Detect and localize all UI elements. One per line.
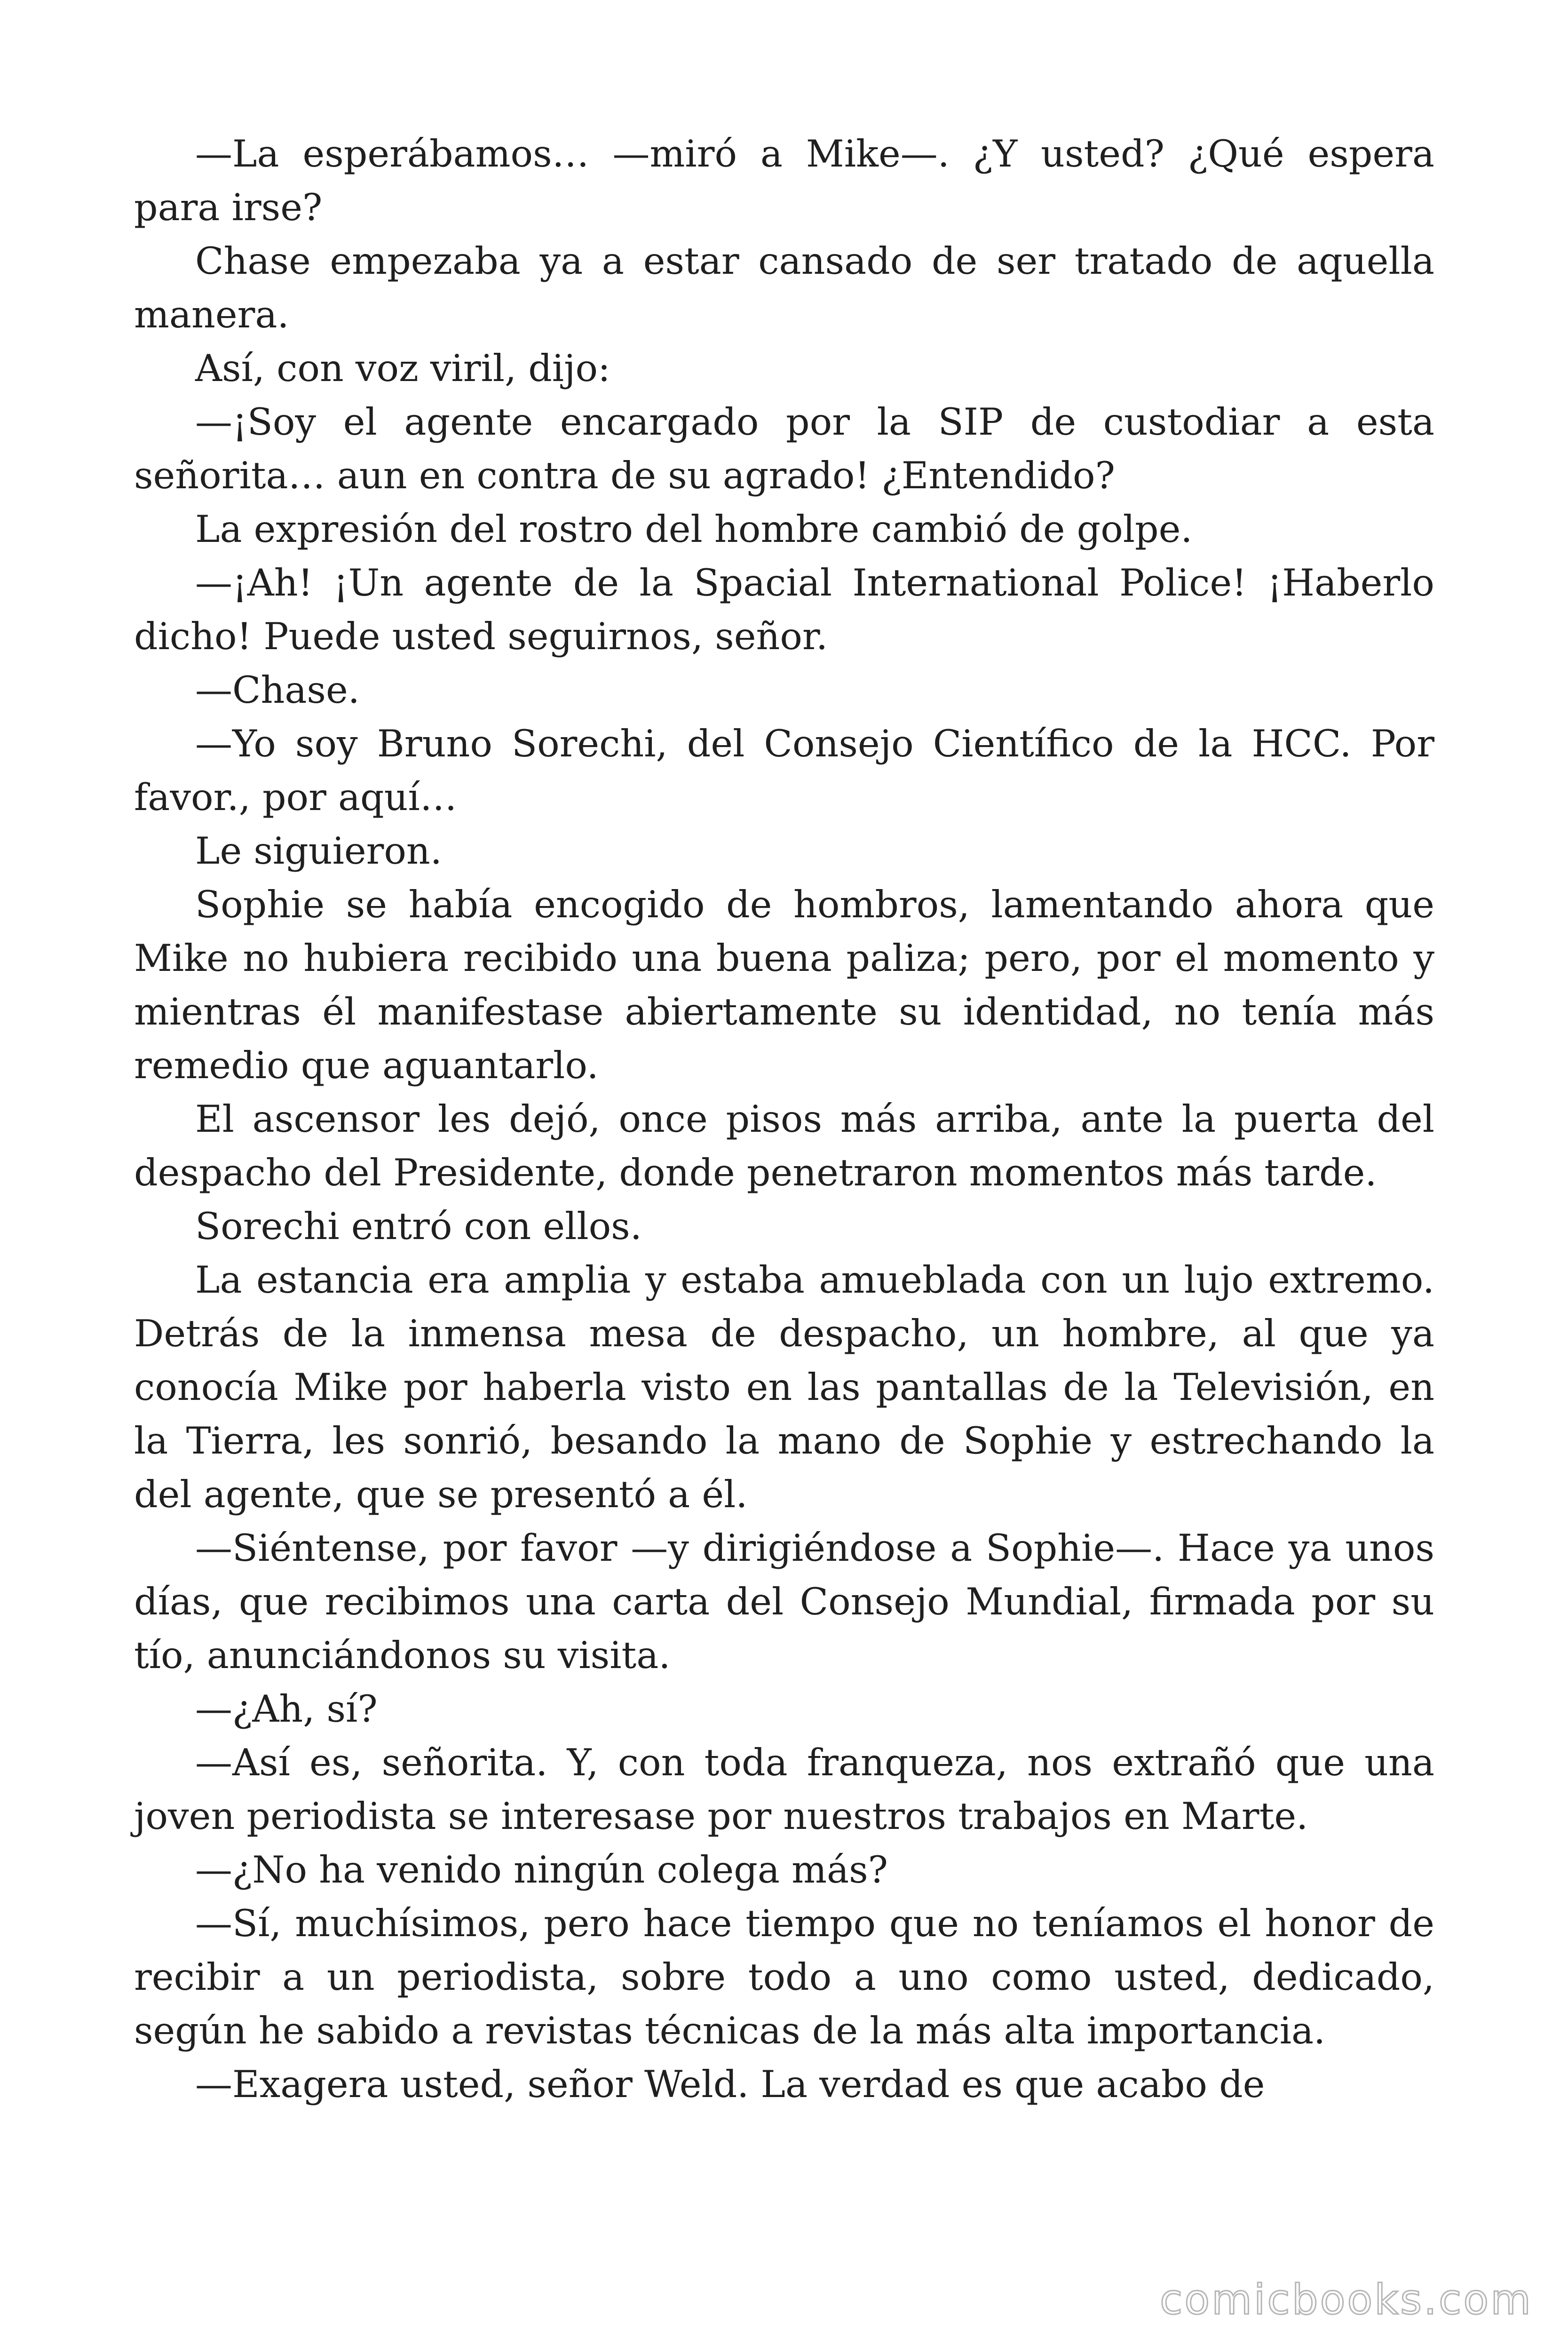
paragraph: Así, con voz viril, dijo: xyxy=(195,347,610,390)
paragraph: —¿No ha venido ningún colega más? xyxy=(195,1848,888,1891)
paragraph: —Exagera usted, señor Weld. La verdad es que acabo de xyxy=(195,2063,1265,2106)
paragraph: —¡Ah! ¡Un agente de la Spacial International Police! ¡Haberlo dicho! Puede usted seguirnos, señor. xyxy=(134,561,1434,658)
paragraph: Le siguieron. xyxy=(195,829,442,873)
paragraph: El ascensor les dejó, once pisos más arriba, ante la puerta del despacho del Presidente, donde penetraron momentos más tarde. xyxy=(134,1097,1434,1194)
paragraph: Chase empezaba ya a estar cansado de ser tratado de aquella manera. xyxy=(134,239,1434,336)
paragraph: —Chase. xyxy=(195,668,360,712)
paragraph: —¡Soy el agente encargado por la SIP de custodiar a esta señorita… aun en contra de su agrado! ¿Entendido? xyxy=(134,400,1434,497)
paragraph: —¿Ah, sí? xyxy=(195,1687,378,1731)
paragraph: —Así es, señorita. Y, con toda franqueza, nos extrañó que una joven periodista se interesase por nuestros trabajos en Marte. xyxy=(134,1741,1434,1838)
paragraph: —Siéntense, por favor —y dirigiéndose a Sophie—. Hace ya unos días, que recibimos una carta del Consejo Mundial, firmada por su tío, anunciándonos su visita. xyxy=(134,1526,1434,1677)
paragraph: La expresión del rostro del hombre cambió de golpe. xyxy=(195,508,1193,551)
watermark: comicbooks.com xyxy=(1159,2275,1533,2324)
paragraph: La estancia era amplia y estaba amueblada con un lujo extremo. Detrás de la inmensa mesa de despacho, un hombre, al que ya conocía Mike por haberla visto en las pantallas de la Televisión, en la Tierra, les sonrió, besando la mano de Sophie y estrechando la del agente, que se presentó a él. xyxy=(134,1258,1434,1516)
paragraph: —Yo soy Bruno Sorechi, del Consejo Científico de la HCC. Por favor., por aquí… xyxy=(134,722,1434,819)
paragraph: —Sí, muchísimos, pero hace tiempo que no teníamos el honor de recibir a un periodista, sobre todo a uno como usted, dedicado, según he sabido a revistas técnicas de la más alta importancia. xyxy=(134,1902,1434,2052)
book-page-text xyxy=(134,127,1434,2111)
paragraph: —La esperábamos… —miró a Mike—. ¿Y usted? ¿Qué espera para irse? xyxy=(134,132,1434,229)
paragraph: Sophie se había encogido de hombros, lamentando ahora que Mike no hubiera recibido una buena paliza; pero, por el momento y mientras él manifestase abiertamente su identidad, no tenía más remedio que aguantarlo. xyxy=(134,883,1434,1087)
paragraph: Sorechi entró con ellos. xyxy=(195,1205,642,1248)
